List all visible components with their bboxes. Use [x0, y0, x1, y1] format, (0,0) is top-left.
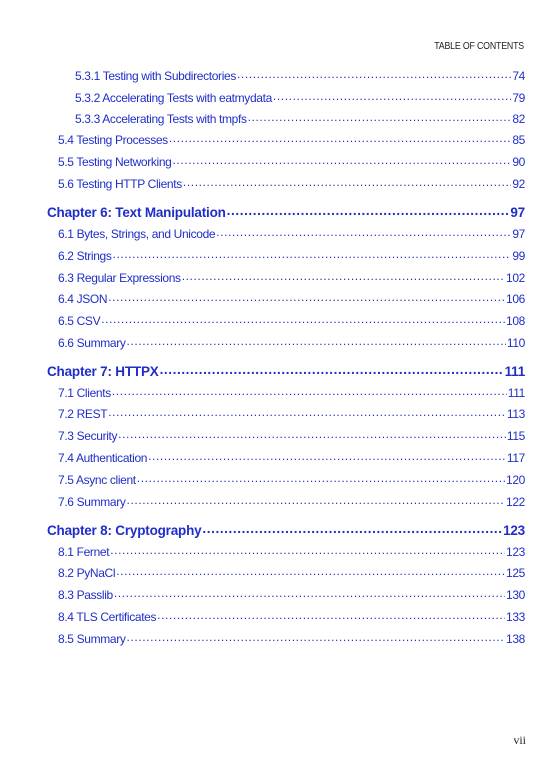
- toc-entry-title: Chapter 7: HTTPX: [47, 363, 159, 379]
- dot-leader: [137, 472, 505, 484]
- toc-entry-page: 133: [506, 610, 525, 624]
- toc-entry-title: 5.5 Testing Networking: [58, 155, 172, 169]
- toc-entry-page: 111: [504, 363, 525, 379]
- toc-entry-title: 7.3 Security: [58, 429, 118, 443]
- page-number: vii: [513, 733, 526, 747]
- toc-entry-title: 5.6 Testing HTTP Clients: [58, 177, 182, 191]
- toc-entry-title: 8.5 Summary: [58, 632, 126, 646]
- dot-leader: [202, 521, 502, 535]
- toc-entry-title: 8.3 Passlib: [58, 588, 113, 602]
- dot-leader: [237, 68, 511, 80]
- toc-entry-title: 6.5 CSV: [58, 314, 101, 328]
- toc-section-entry[interactable]: [75, 111, 525, 126]
- toc-entry-title: 5.4 Testing Processes: [58, 133, 168, 147]
- dot-leader: [110, 544, 505, 556]
- toc-section-entry[interactable]: [58, 472, 525, 487]
- toc-section-entry[interactable]: [58, 385, 525, 400]
- toc-section-entry[interactable]: [58, 313, 525, 328]
- toc-section-entry[interactable]: [58, 226, 525, 241]
- toc-chapter-entry[interactable]: [47, 521, 525, 538]
- dot-leader: [108, 291, 505, 303]
- dot-leader: [101, 313, 505, 325]
- dot-leader: [172, 154, 511, 166]
- toc-entry-title: 5.3.3 Accelerating Tests with tmpfs: [75, 112, 247, 126]
- toc-entry-title: 6.2 Strings: [58, 249, 112, 263]
- toc-entry-page: 106: [506, 292, 525, 306]
- toc-entry-page: 102: [506, 271, 525, 285]
- toc-entry-page: 117: [506, 451, 525, 465]
- dot-leader: [112, 385, 507, 397]
- toc-section-entry[interactable]: [58, 428, 525, 443]
- dot-leader: [182, 270, 505, 282]
- dot-leader: [160, 362, 504, 376]
- toc-entry-title: 7.2 REST: [58, 407, 108, 421]
- toc-chapter-entry[interactable]: [47, 362, 525, 379]
- dot-leader: [127, 494, 506, 506]
- dot-leader: [273, 90, 511, 102]
- toc-section-entry[interactable]: [58, 248, 525, 263]
- toc-entry-page: 123: [503, 522, 525, 538]
- dot-leader: [114, 587, 505, 599]
- toc-section-entry[interactable]: [58, 587, 525, 602]
- dot-leader: [169, 132, 512, 144]
- toc-section-entry[interactable]: [58, 631, 525, 646]
- dot-leader: [108, 406, 506, 418]
- toc-entry-title: 5.3.1 Testing with Subdirectories: [75, 69, 236, 83]
- toc-entry-page: 92: [512, 177, 525, 191]
- toc-entry-page: 111: [507, 386, 525, 400]
- toc-entry-title: Chapter 8: Cryptography: [47, 522, 202, 538]
- toc-entry-page: 108: [506, 314, 525, 328]
- dot-leader: [227, 203, 510, 217]
- toc-entry-title: 7.1 Clients: [58, 386, 111, 400]
- toc-entry-page: 99: [512, 249, 525, 263]
- toc-entry-title: 8.4 TLS Certificates: [58, 610, 157, 624]
- dot-leader: [183, 176, 511, 188]
- toc-entry-title: 8.2 PyNaCl: [58, 566, 116, 580]
- toc-section-entry[interactable]: [58, 450, 525, 465]
- toc-entry-page: 82: [512, 112, 525, 126]
- toc-entry-page: 97: [512, 227, 525, 241]
- toc-section-entry[interactable]: [58, 406, 525, 421]
- toc-entry-page: 97: [510, 204, 525, 220]
- dot-leader: [127, 335, 506, 347]
- toc-entry-page: 113: [506, 407, 525, 421]
- toc-entry-page: 125: [506, 566, 525, 580]
- toc-entry-title: 6.1 Bytes, Strings, and Unicode: [58, 227, 216, 241]
- toc-section-entry[interactable]: [58, 132, 525, 147]
- toc-entry-page: 110: [506, 336, 525, 350]
- toc-section-entry[interactable]: [58, 154, 525, 169]
- toc-entry-title: 6.4 JSON: [58, 292, 108, 306]
- toc-entry-page: 79: [512, 91, 525, 105]
- toc-entry-title: 7.5 Async client: [58, 473, 136, 487]
- toc-entry-title: 6.6 Summary: [58, 336, 126, 350]
- toc-entry-title: 8.1 Fernet: [58, 545, 110, 559]
- toc-entry-page: 123: [506, 545, 525, 559]
- toc-entry-page: 138: [506, 632, 525, 646]
- dot-leader: [116, 565, 505, 577]
- toc-section-entry[interactable]: [75, 90, 525, 105]
- toc-section-entry[interactable]: [58, 544, 525, 559]
- dot-leader: [118, 428, 506, 440]
- toc-entry-page: 120: [506, 473, 525, 487]
- toc-section-entry[interactable]: [58, 291, 525, 306]
- toc-entry-page: 90: [512, 155, 525, 169]
- toc-entry-title: 7.4 Authentication: [58, 451, 148, 465]
- dot-leader: [248, 111, 512, 123]
- toc-section-entry[interactable]: [58, 335, 525, 350]
- dot-leader: [113, 248, 512, 260]
- toc-entry-page: 74: [512, 69, 525, 83]
- toc-entry-page: 130: [506, 588, 525, 602]
- toc-section-entry[interactable]: [58, 494, 525, 509]
- toc-entry-page: 85: [512, 133, 525, 147]
- toc-entry-title: 5.3.2 Accelerating Tests with eatmydata: [75, 91, 272, 105]
- dot-leader: [216, 226, 511, 238]
- toc-section-entry[interactable]: [58, 176, 525, 191]
- toc-entry-title: 7.6 Summary: [58, 495, 126, 509]
- toc-section-entry[interactable]: [58, 565, 525, 580]
- dot-leader: [148, 450, 506, 462]
- dot-leader: [157, 609, 505, 621]
- toc-entry-title: 6.3 Regular Expressions: [58, 271, 181, 285]
- toc-section-entry[interactable]: [58, 609, 525, 624]
- running-header: TABLE OF CONTENTS: [434, 41, 524, 52]
- toc-section-entry[interactable]: [58, 270, 525, 285]
- toc-entry-title: Chapter 6: Text Manipulation: [47, 204, 226, 220]
- toc-chapter-entry[interactable]: [47, 203, 525, 220]
- toc-section-entry[interactable]: [75, 68, 525, 83]
- dot-leader: [127, 631, 506, 643]
- toc-entry-page: 115: [506, 429, 525, 443]
- toc-entry-page: 122: [506, 495, 525, 509]
